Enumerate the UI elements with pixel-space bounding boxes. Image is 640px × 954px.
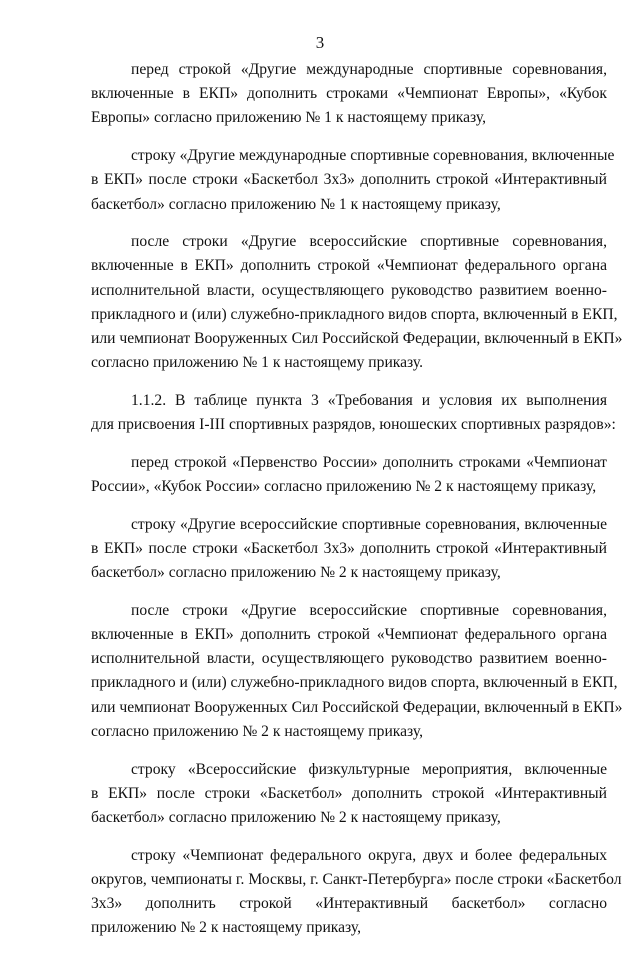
text-line: после строки «Другие всероссийские спортивные соревнования,	[131, 601, 607, 619]
text-line: строку «Другие международные спортивные соревнования, включенные	[131, 147, 615, 165]
paragraph	[91, 513, 607, 586]
text-line: согласно приложению № 1 к настоящему приказу.	[91, 354, 424, 372]
text-line: после строки «Другие всероссийские спортивные соревнования,	[131, 233, 607, 251]
text-line: в ЕКП» после строки «Баскетбол» дополнить строкой «Интерактивный	[91, 784, 607, 802]
text-line: строку «Всероссийские физкультурные мероприятия, включенные	[131, 760, 607, 778]
paragraph	[91, 758, 607, 831]
text-line: согласно приложению № 2 к настоящему приказу,	[91, 722, 424, 740]
text-line: или чемпионат Вооруженных Сил Российской Федерации, включенный в ЕКП»	[91, 330, 623, 348]
text-line: включенные в ЕКП» дополнить строками «Чемпионат Европы», «Кубок	[91, 85, 607, 103]
text-line: перед строкой «Первенство России» дополнить строками «Чемпионат	[131, 453, 607, 471]
text-line: приложению № 2 к настоящему приказу,	[91, 919, 362, 937]
paragraph	[91, 144, 615, 217]
document-body	[91, 58, 623, 954]
text-line: перед строкой «Другие международные спортивные соревнования,	[131, 61, 607, 78]
text-line: 3х3» дополнить строкой «Интерактивный баскетбол» согласно	[91, 895, 607, 913]
paragraph	[91, 451, 607, 499]
paragraph	[91, 230, 623, 375]
text-line: баскетбол» согласно приложению № 2 к настоящему приказу,	[91, 808, 501, 826]
text-line: 1.1.2. В таблице пункта 3 «Требования и условия их выполнения	[131, 391, 607, 409]
paragraph	[91, 844, 622, 941]
text-line: баскетбол» согласно приложению № 2 к настоящему приказу,	[91, 564, 501, 582]
text-line: строку «Чемпионат федерального округа, двух и более федеральных	[131, 846, 607, 864]
text-line: Европы» согласно приложению № 1 к настоящему приказу,	[91, 109, 487, 127]
text-line: в ЕКП» после строки «Баскетбол 3х3» дополнить строкой «Интерактивный	[91, 539, 607, 557]
text-line: или чемпионат Вооруженных Сил Российской Федерации, включенный в ЕКП»	[91, 698, 623, 716]
paragraph	[91, 58, 607, 131]
text-line: строку «Другие всероссийские спортивные соревнования, включенные	[131, 515, 607, 533]
text-line: округов, чемпионаты г. Москвы, г. Санкт-Петербурга» после строки «Баскетбол	[91, 870, 622, 888]
text-line: баскетбол» согласно приложению № 1 к настоящему приказу,	[91, 195, 501, 213]
text-line: в ЕКП» после строки «Баскетбол 3х3» дополнить строкой «Интерактивный	[91, 171, 607, 189]
text-line: России», «Кубок России» согласно приложению № 2 к настоящему приказу,	[91, 478, 597, 496]
text-line: исполнительной власти, осуществляющего руководство развитием военно-	[91, 650, 607, 668]
page-number: 3	[315, 33, 325, 52]
text-line: исполнительной власти, осуществляющего руководство развитием военно-	[91, 281, 607, 299]
text-line: включенные в ЕКП» дополнить строкой «Чемпионат федерального органа	[91, 626, 607, 644]
text-line: включенные в ЕКП» дополнить строкой «Чемпионат федерального органа	[91, 257, 607, 275]
text-line: прикладного и (или) служебно-прикладного видов спорта, включенный в ЕКП,	[91, 674, 618, 692]
paragraph	[91, 599, 623, 744]
paragraph	[91, 389, 616, 437]
text-line: прикладного и (или) служебно-прикладного видов спорта, включенный в ЕКП,	[91, 305, 618, 323]
text-line: для присвоения I-III спортивных разрядов, юношеских спортивных разрядов»:	[91, 416, 616, 434]
